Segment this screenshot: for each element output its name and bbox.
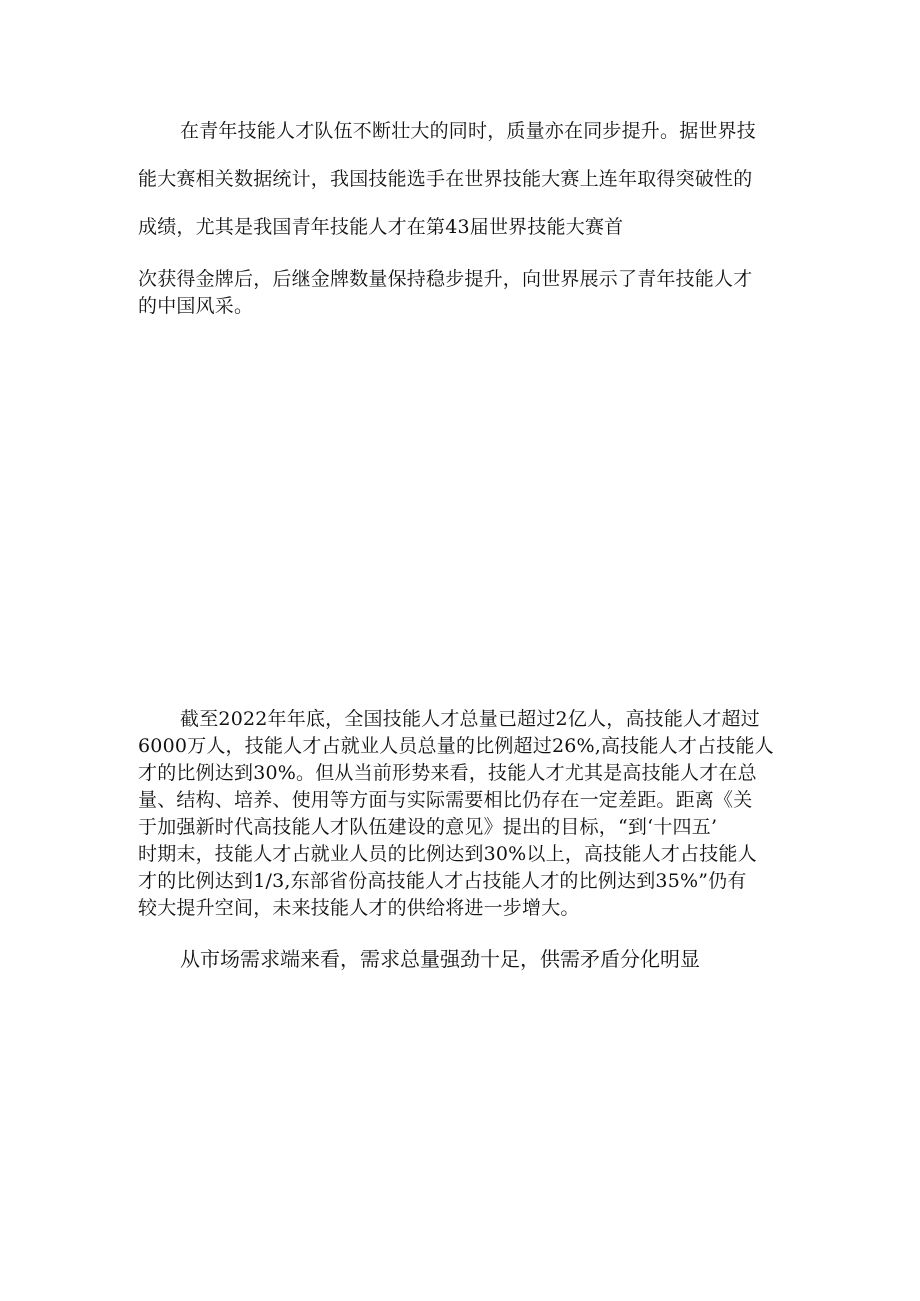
section-heading: 从市场需求端来看，需求总量强劲十足，供需矛盾分化明显 bbox=[180, 947, 700, 971]
paragraph-1-line-2: 能大赛相关数据统计，我国技能选手在世界技能大赛上连年取得突破性的 bbox=[138, 168, 753, 190]
paragraph-1-line-4: 次获得金牌后，后继金牌数量保持稳步提升，向世界展示了青年技能人才 bbox=[138, 268, 753, 290]
paragraph-2-line-2: 6000万人，技能人才占就业人员总量的比例超过26%,高技能人才占技能人 bbox=[138, 735, 774, 757]
paragraph-2-line-8: 较大提升空间，未来技能人才的供给将进一步增大。 bbox=[138, 897, 580, 919]
paragraph-2-line-3: 才的比例达到30%。但从当前形势来看，技能人才尤其是高技能人才在总 bbox=[138, 762, 757, 784]
paragraph-1-line-3: 成绩，尤其是我国青年技能人才在第43届世界技能大赛首 bbox=[138, 216, 624, 238]
paragraph-2-line-4: 量、结构、培养、使用等方面与实际需要相比仍存在一定差距。距离《关 bbox=[138, 789, 753, 811]
paragraph-2-line-1: 截至2022年年底，全国技能人才总量已超过2亿人，高技能人才超过 bbox=[180, 708, 760, 730]
paragraph-2-line-5: 于加强新时代高技能人才队伍建设的意见》提出的目标，“到‘十四五’ bbox=[138, 816, 718, 838]
paragraph-1-line-1: 在青年技能人才队伍不断壮大的同时，质量亦在同步提升。据世界技 bbox=[180, 120, 757, 142]
paragraph-1-line-5: 的中国风采。 bbox=[138, 295, 254, 317]
paragraph-2-line-6: 时期末，技能人才占就业人员的比例达到30%以上，高技能人才占技能人 bbox=[138, 843, 757, 865]
paragraph-2-line-7: 才的比例达到1/3,东部省份高技能人才占技能人才的比例达到35%”仍有 bbox=[138, 870, 747, 892]
